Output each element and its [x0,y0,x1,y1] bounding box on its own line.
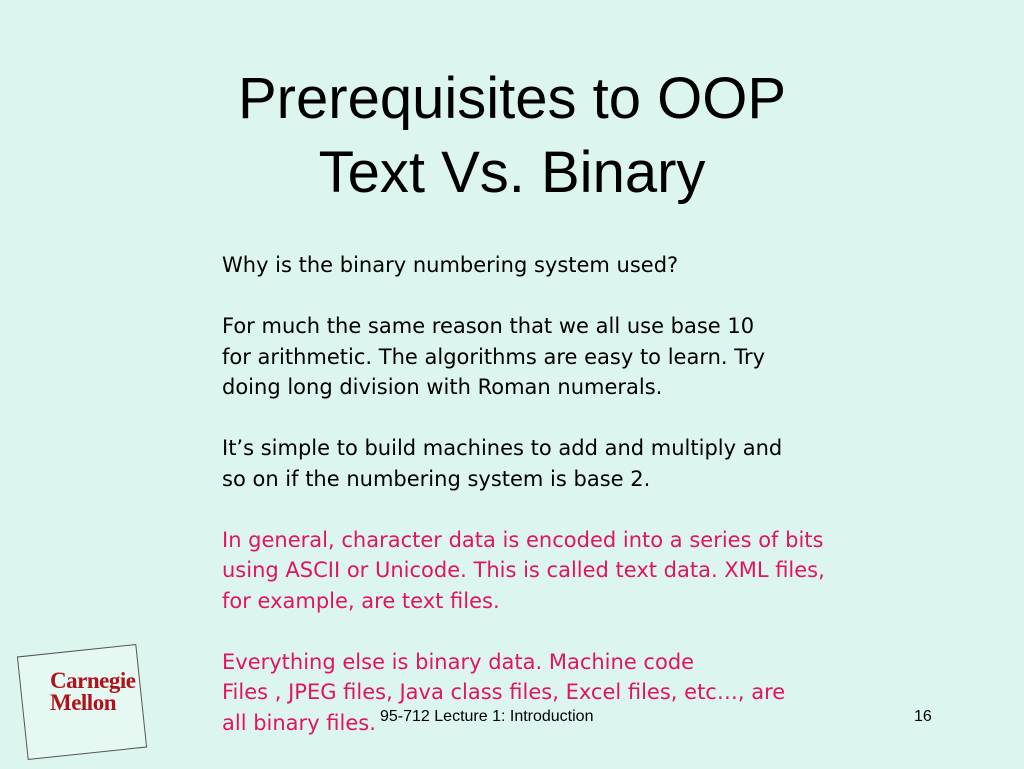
text-line: all binary files. [222,710,376,735]
text-line: Files , JPEG files, Java class files, Excel files, etc…, are [222,680,786,704]
text-line: so on if the numbering system is base 2. [222,466,651,491]
logo-line-1: Carnegie [50,668,136,693]
text-line: For much the same reason that we all use base 10 [222,314,755,338]
slide-body [222,250,1002,769]
text-line: doing long division with Roman numerals. [222,375,663,399]
text-line: using ASCII or Unicode. This is called text data. XML files, [222,558,825,582]
text-line: for example, are text files. [222,588,500,613]
paragraph-text-data [222,525,1002,617]
text-line: Why is the binary numbering system used? [222,253,679,277]
text-line: Everything else is binary data. Machine code [222,649,695,674]
text-line: It’s simple to build machines to add and multiply and [222,436,783,460]
title-line-2: Text Vs. Binary [318,140,706,205]
text-line: In general, character data is encoded into a series of bits [222,527,824,552]
paragraph-binary-data [222,647,1002,739]
title-line-1: Prerequisites to OOP [238,66,786,131]
text-line: for arithmetic. The algorithms are easy to learn. Try [222,344,766,369]
paragraph-question [222,250,1002,281]
slide-title [0,62,1024,210]
carnegie-mellon-logo [22,650,142,754]
logo-wordmark [50,670,135,714]
paragraph-reason-base10 [222,311,1002,403]
paragraph-base2 [222,433,1002,494]
page-number: 16 [914,708,932,725]
logo-line-2: Mellon [50,690,116,715]
footer-lecture-title: 95-712 Lecture 1: Introduction [380,708,594,725]
